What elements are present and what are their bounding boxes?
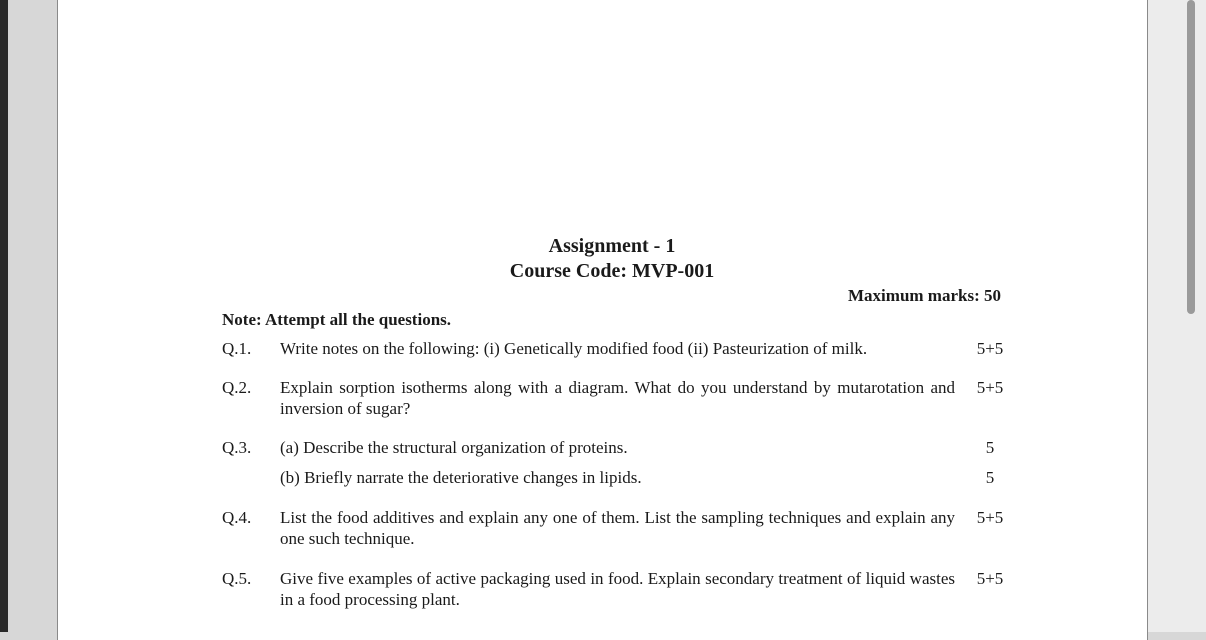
vertical-scrollbar[interactable] [1187,0,1195,314]
question-marks: 5+5 [976,569,1004,588]
question-text: List the food additives and explain any one of them. List the sampling techniques and explain any one such technique. [280,508,955,548]
assignment-title: Assignment - 1 [548,235,676,257]
question-number: Q.4. [222,508,252,527]
question-number: Q.2. [222,378,252,397]
maximum-marks: Maximum marks: 50 [848,286,1001,305]
document-page [57,0,1148,640]
question-text: Give five examples of active packaging used in food. Explain secondary treatment of liquid wastes in a food processing plant. [280,569,955,609]
question-number: Q.1. [222,339,252,358]
question-part-text: (a) Describe the structural organization of proteins. [280,438,628,457]
question-part-marks: 5 [985,468,995,487]
question-marks: 5+5 [976,378,1004,397]
question-part-text: (b) Briefly narrate the deteriorative changes in lipids. [280,468,642,487]
question-part-marks: 5 [985,438,995,457]
question-marks: 5+5 [976,508,1004,527]
question-text: Explain sorption isotherms along with a diagram. What do you understand by mutarotation and inversion of sugar? [280,378,955,418]
question-text: Write notes on the following: (i) Genetically modified food (ii) Pasteurization of milk. [280,339,868,358]
question-marks: 5+5 [976,339,1004,358]
question-number: Q.5. [222,569,252,588]
instruction-note: Note: Attempt all the questions. [222,310,452,329]
question-number: Q.3. [222,438,252,457]
course-code: Course Code: MVP-001 [509,260,715,282]
viewer-right-gutter [1148,0,1206,632]
viewer-left-edge [0,0,8,632]
